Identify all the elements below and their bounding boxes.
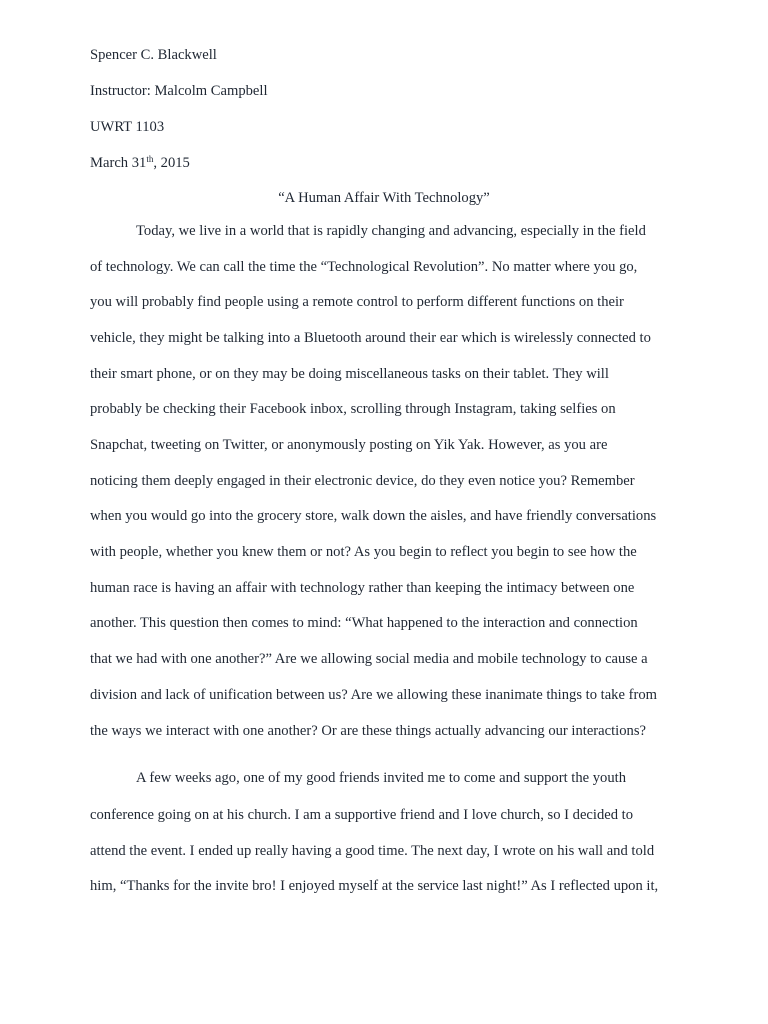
paragraph-line: conference going on at his church. I am a supportive friend and I love church, so I decided to [90,807,634,823]
date-ordinal-suffix: th [146,154,154,164]
date-month-day: March 31 [90,155,147,171]
date-year: , 2015 [153,155,190,171]
author-name: Spencer C. Blackwell [90,47,217,63]
paragraph-line: noticing them deeply engaged in their electronic device, do they even notice you? Remember [90,473,635,489]
paragraph-line: Today, we live in a world that is rapidly changing and advancing, especially in the field [136,223,646,239]
date-line [90,154,190,172]
paragraph-line: with people, whether you knew them or not? As you begin to reflect you begin to see how the [90,544,637,560]
paragraph-line: the ways we interact with one another? Or are these things actually advancing our interactions? [90,723,646,739]
paragraph-line: division and lack of unification between us? Are we allowing these inanimate things to take from [90,687,657,703]
instructor-line: Instructor: Malcolm Campbell [90,83,268,99]
paragraph-line: A few weeks ago, one of my good friends invited me to come and support the youth [136,770,627,786]
paragraph-line: attend the event. I ended up really having a good time. The next day, I wrote on his wall and told [90,843,655,859]
paragraph-line: you will probably find people using a remote control to perform different functions on their [90,294,624,310]
paragraph-line: vehicle, they might be talking into a Bluetooth around their ear which is wirelessly connected to [90,330,651,346]
paragraph-line: that we had with one another?” Are we allowing social media and mobile technology to cause a [90,651,648,667]
paragraph-line: when you would go into the grocery store, walk down the aisles, and have friendly conversations [90,508,657,524]
paragraph-line: of technology. We can call the time the “Technological Revolution”. No matter where you go, [90,259,638,275]
course-code: UWRT 1103 [90,119,165,135]
paragraph-line: him, “Thanks for the invite bro! I enjoyed myself at the service last night!” As I reflected upon it, [90,878,659,894]
essay-title: “A Human Affair With Technology” [278,190,490,206]
paragraph-line: another. This question then comes to mind: “What happened to the interaction and connection [90,615,638,631]
paragraph-line: Snapchat, tweeting on Twitter, or anonymously posting on Yik Yak. However, as you are [90,437,608,453]
paragraph-line: human race is having an affair with technology rather than keeping the intimacy between one [90,580,635,596]
paragraph-line: their smart phone, or on they may be doing miscellaneous tasks on their tablet. They will [90,366,609,382]
paragraph-line: probably be checking their Facebook inbox, scrolling through Instagram, taking selfies on [90,401,616,417]
